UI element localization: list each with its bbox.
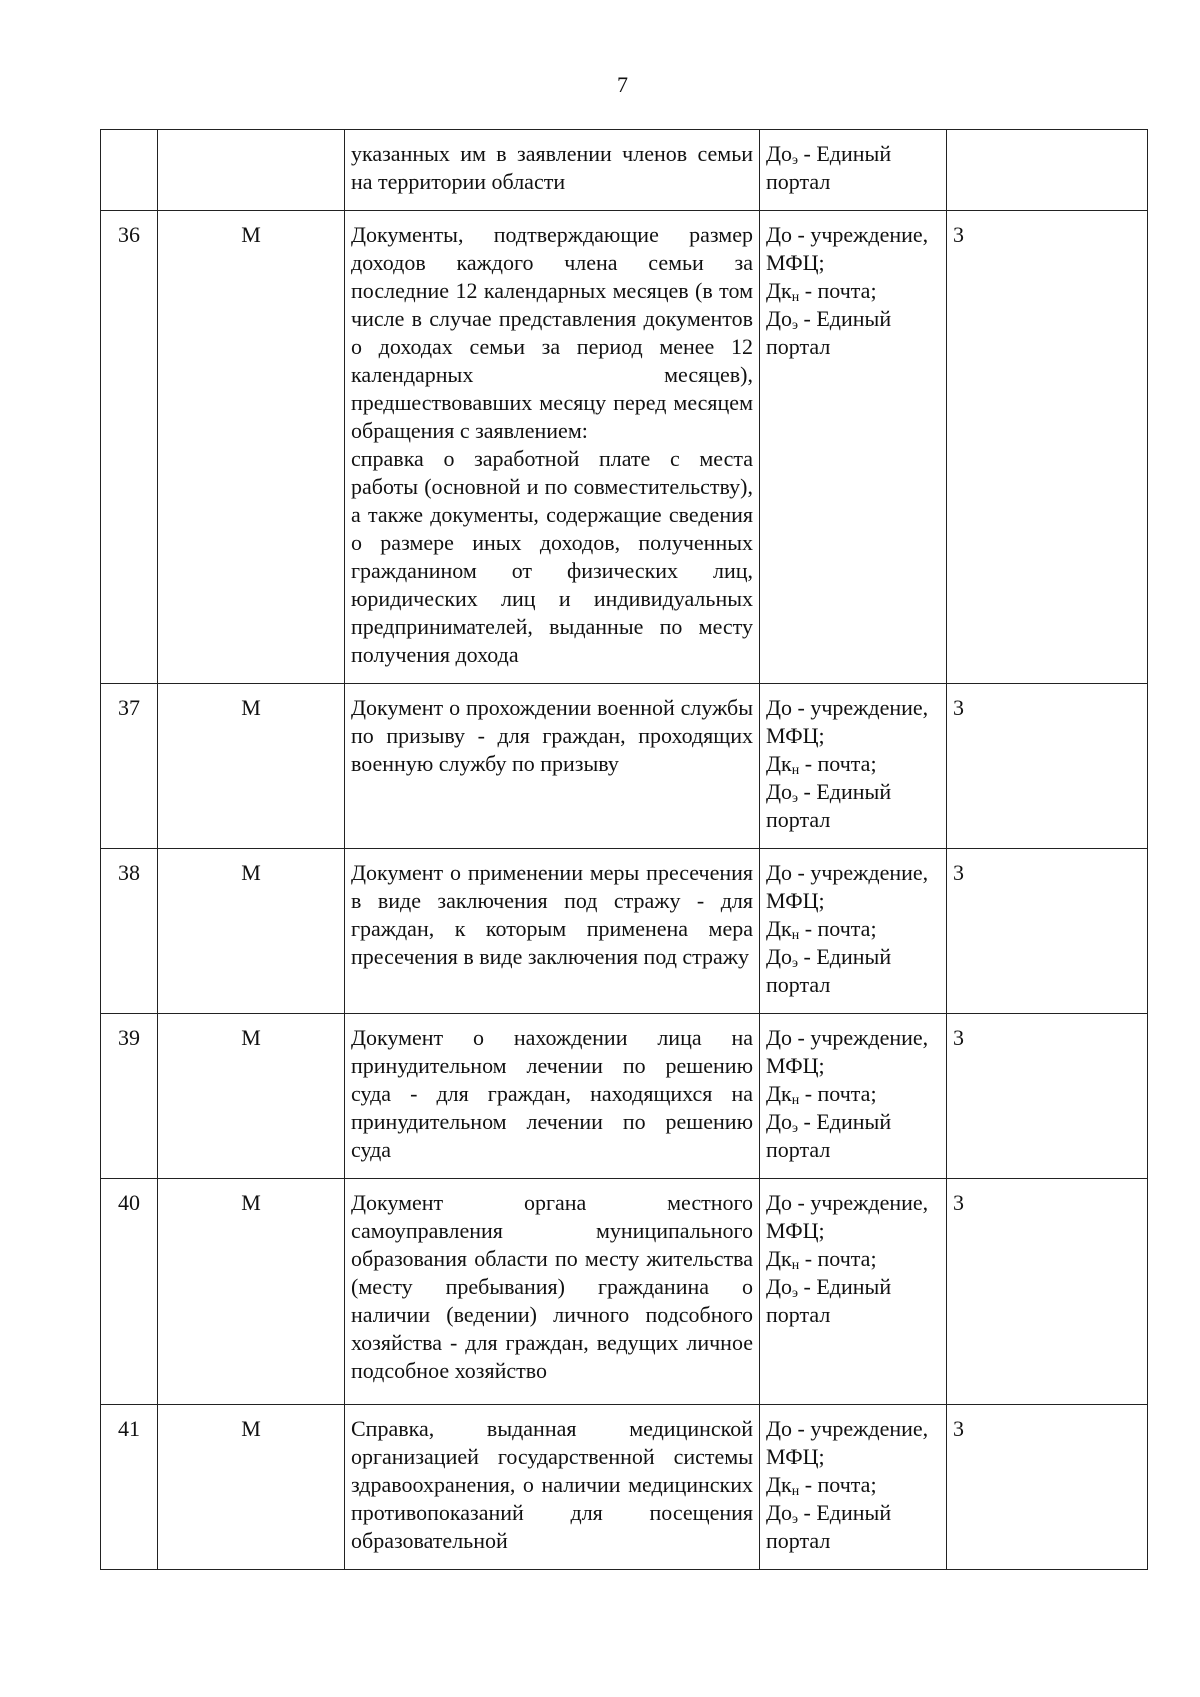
submission-method-cell [760, 684, 947, 849]
row-number-cell: 41 [101, 1405, 158, 1570]
document-description-cell [345, 130, 760, 211]
table-row [101, 1014, 1148, 1179]
requirement-code-cell: М [158, 1405, 345, 1570]
table-row [101, 1405, 1148, 1570]
submission-method-line: $Дк_н$ - почта; [766, 1246, 877, 1273]
description-paragraph: Документ о применении меры пресечения в виде заключения под стражу - для граждан, к которым применена мера пресечения в виде заключения под стражу [351, 860, 753, 969]
document-description-cell [345, 684, 760, 849]
submission-method-line: $Дк_н$ - почта; [766, 916, 877, 943]
term-cell: 3 [947, 211, 1148, 684]
submission-method-line: $Дк_н$ - почта; [766, 751, 877, 778]
term-cell: 3 [947, 684, 1148, 849]
submission-method-line: До - учреждение, МФЦ; [766, 222, 929, 275]
document-description-cell [345, 1014, 760, 1179]
description-paragraph: Документ органа местного самоуправления муниципального образования области по месту жительства (месту пребывания) гражданина о наличии (ведении) личного подсобного хозяйства - для граждан, ведущих личное подсобное хозяйство [351, 1190, 753, 1383]
submission-method-line: $До_э$ - Единый портал [766, 779, 892, 832]
submission-method-line: До - учреждение, МФЦ; [766, 1416, 929, 1469]
requirement-code-cell: М [158, 849, 345, 1014]
description-paragraph: Документ о нахождении лица на принудительном лечении по решению суда - для граждан, находящихся на принудительном лечении по решению суда [351, 1025, 753, 1162]
submission-method-line: $Дк_н$ - почта; [766, 1472, 877, 1499]
document-description-cell [345, 1179, 760, 1405]
submission-method-line: До - учреждение, МФЦ; [766, 1025, 929, 1078]
submission-method-cell [760, 1179, 947, 1405]
term-cell: 3 [947, 1014, 1148, 1179]
submission-method-line: $До_э$ - Единый портал [766, 141, 892, 194]
description-paragraph: Документ о прохождении военной службы по призыву - для граждан, проходящих военную службу по призыву [351, 695, 753, 776]
description-paragraph: указанных им в заявлении членов семьи на территории области [351, 141, 753, 194]
description-paragraph: Документы, подтверждающие размер доходов каждого члена семьи за последние 12 календарных месяцев (в том числе в случае представления документов о доходах семьи за период менее 12 календарных месяцев), предшествовавших месяцу перед месяцем обращения с заявлением: [351, 222, 753, 443]
requirement-code-cell: М [158, 684, 345, 849]
table-row [101, 130, 1148, 211]
submission-method-line: $До_э$ - Единый портал [766, 306, 892, 359]
table-row [101, 1179, 1148, 1405]
document-description-cell [345, 211, 760, 684]
submission-method-cell [760, 849, 947, 1014]
document-description-cell [345, 1405, 760, 1570]
submission-method-line: $Дк_н$ - почта; [766, 1081, 877, 1108]
page-number: 7 [617, 72, 628, 97]
submission-method-line: $До_э$ - Единый портал [766, 1109, 892, 1162]
documents-table [100, 129, 1148, 1570]
table-body [101, 130, 1148, 1570]
submission-method-cell [760, 211, 947, 684]
requirement-code-cell: М [158, 211, 345, 684]
row-number-cell: 37 [101, 684, 158, 849]
submission-method-line: До - учреждение, МФЦ; [766, 695, 929, 748]
row-number-cell: 39 [101, 1014, 158, 1179]
requirement-code-cell [158, 130, 345, 211]
submission-method-cell [760, 1014, 947, 1179]
table-row [101, 211, 1148, 684]
description-paragraph: Справка, выданная медицинской организацией государственной системы здравоохранения, о наличии медицинских противопоказаний для посещения образовательной [351, 1416, 753, 1553]
submission-method-line: До - учреждение, МФЦ; [766, 1190, 929, 1243]
row-number-cell: 40 [101, 1179, 158, 1405]
row-number-cell: 38 [101, 849, 158, 1014]
row-number-cell: 36 [101, 211, 158, 684]
description-paragraph: справка о заработной плате с места работы (основной и по совместительству), а также документы, содержащие сведения о размере иных доходов, полученных гражданином от физических лиц, юридических лиц и индивидуальных предпринимателей, выданные по месту получения дохода [351, 446, 753, 667]
submission-method-line: $До_э$ - Единый портал [766, 1500, 892, 1553]
submission-method-cell [760, 130, 947, 211]
submission-method-line: До - учреждение, МФЦ; [766, 860, 929, 913]
submission-method-line: $До_э$ - Единый портал [766, 944, 892, 997]
submission-method-line: $До_э$ - Единый портал [766, 1274, 892, 1327]
term-cell: 3 [947, 1405, 1148, 1570]
table-row [101, 684, 1148, 849]
table-row [101, 849, 1148, 1014]
submission-method-cell [760, 1405, 947, 1570]
document-description-cell [345, 849, 760, 1014]
requirement-code-cell: М [158, 1179, 345, 1405]
term-cell: 3 [947, 1179, 1148, 1405]
submission-method-line: $Дк_н$ - почта; [766, 278, 877, 305]
term-cell [947, 130, 1148, 211]
term-cell: 3 [947, 849, 1148, 1014]
row-number-cell [101, 130, 158, 211]
requirement-code-cell: М [158, 1014, 345, 1179]
